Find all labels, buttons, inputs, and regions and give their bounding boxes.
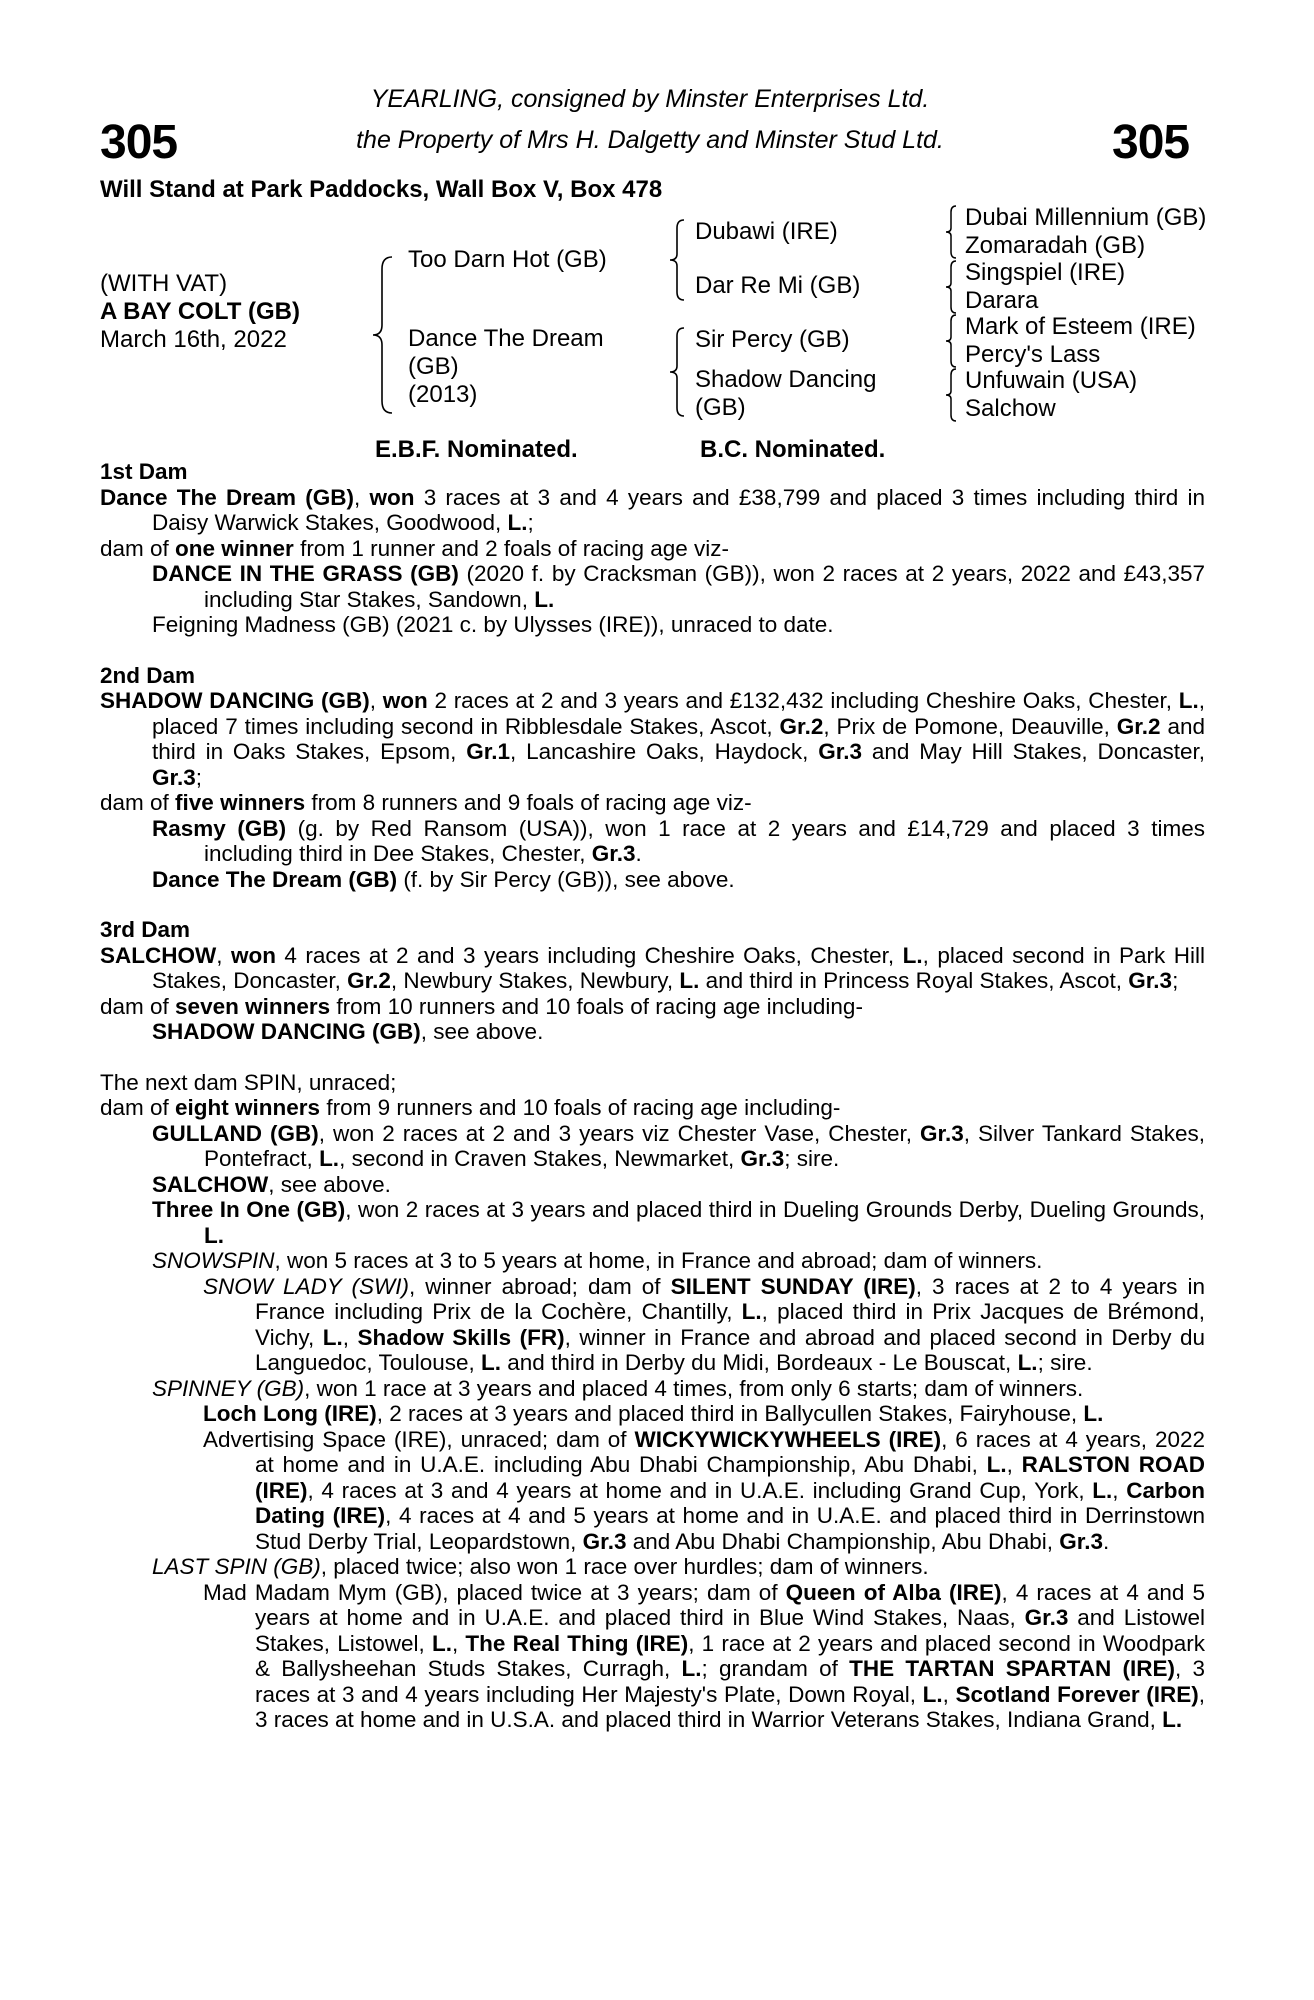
bc-nomination: B.C. Nominated. bbox=[700, 436, 886, 463]
dam-line-3: (2013) bbox=[408, 381, 478, 408]
produce-entry: Mad Madam Mym (GB), placed twice at 3 years; dam of Queen of Alba (IRE), 4 races at 4 and 5 years at home and in U.A.E. and placed third in Blue Wind Stakes, Naas, Gr.3 and Listowel Stakes, Listowel, L., The Real Thing (IRE), 1 race at 2 years and placed second in Woodpark & Ballysheehan Studs Stakes, Curragh, L.; grandam of THE TARTAN SPARTAN (IRE), 3 races at 3 and 4 years including Her Majesty's Plate, Down Royal, L., Scotland Forever (IRE), 3 races at home and in U.S.A. and placed third in Warrior Veterans Stakes, Indiana Grand, L. bbox=[203, 1579, 1206, 1732]
catalogue-body bbox=[100, 459, 1205, 1733]
ds-dam: Percy's Lass bbox=[965, 341, 1101, 368]
produce-entry: Rasmy (GB) (g. by Red Ransom (USA)), won 1 race at 2 years and £14,729 and placed 3 times including third in Dee Stakes, Chester, Gr.3. bbox=[152, 815, 1205, 866]
foaling-date: March 16th, 2022 bbox=[100, 326, 287, 353]
produce-entry: SPINNEY (GB), won 1 race at 3 years and placed 4 times, from only 6 starts; dam of winners. bbox=[152, 1375, 1084, 1401]
consignor-line: YEARLING, consigned by Minster Enterprises Ltd. bbox=[370, 85, 930, 113]
horse-name: A BAY COLT (GB) bbox=[100, 298, 301, 325]
pedigree-brace-dd bbox=[944, 367, 958, 423]
produce-entry: SHADOW DANCING (GB), see above. bbox=[152, 1019, 544, 1044]
second-dam-heading: 2nd Dam bbox=[100, 662, 196, 688]
vat-note: (WITH VAT) bbox=[100, 270, 228, 297]
produce-entry: SNOWSPIN, won 5 races at 3 to 5 years at home, in France and abroad; dam of winners. bbox=[152, 1248, 1043, 1273]
third-dam-entry: SALCHOW, won 4 races at 2 and 3 years including Cheshire Oaks, Chester, L., placed second in Park Hill Stakes, Doncaster, Gr.2, Newbury Stakes, Newbury, L. and third in Princess Royal Stakes, Ascot, Gr.3; bbox=[100, 942, 1205, 993]
ds-sire: Mark of Esteem (IRE) bbox=[965, 313, 1196, 340]
pedigree-brace-ds bbox=[944, 313, 958, 369]
sd-sire: Singspiel (IRE) bbox=[965, 259, 1126, 286]
produce-entry: LAST SPIN (GB), placed twice; also won 1 race over hurdles; dam of winners. bbox=[152, 1554, 929, 1579]
pedigree-brace-main bbox=[370, 255, 394, 415]
produce-entry: Three In One (GB), won 2 races at 3 years and placed third in Dueling Grounds Derby, Dueling Grounds, L. bbox=[152, 1197, 1206, 1248]
dam-sire: Sir Percy (GB) bbox=[695, 326, 850, 353]
produce-entry: GULLAND (GB), won 2 races at 2 and 3 years viz Chester Vase, Chester, Gr.3, Silver Tankard Stakes, Pontefract, L., second in Craven Stakes, Newmarket, Gr.3; sire. bbox=[152, 1120, 1205, 1171]
ebf-nomination: E.B.F. Nominated. bbox=[375, 436, 578, 463]
sire-sire: Dubawi (IRE) bbox=[695, 218, 838, 245]
produce-entry: SALCHOW, see above. bbox=[152, 1171, 391, 1197]
next-dam-produce-summary: dam of eight winners from 9 runners and 10 foals of racing age including- bbox=[100, 1095, 841, 1120]
next-dam-intro: The next dam SPIN, unraced; bbox=[100, 1069, 397, 1095]
produce-entry: SNOW LADY (SWI), winner abroad; dam of SILENT SUNDAY (IRE), 3 races at 2 to 4 years in France including Prix de la Cochère, Chantilly, L., placed third in Prix Jacques de Brémond, Vichy, L., Shadow Skills (FR), winner in France and abroad and placed second in Derby du Languedoc, Toulouse, L. and third in Derby du Midi, Bordeaux - Le Bouscat, L.; sire. bbox=[203, 1273, 1205, 1375]
dam-dam-line-1: Shadow Dancing bbox=[695, 366, 877, 393]
pedigree-brace-sd bbox=[944, 259, 958, 315]
sire: Too Darn Hot (GB) bbox=[408, 246, 607, 273]
lot-number-right: 305 bbox=[1112, 116, 1190, 169]
third-dam-produce-summary: dam of seven winners from 10 runners and 10 foals of racing age including- bbox=[100, 993, 863, 1019]
third-dam-heading: 3rd Dam bbox=[100, 917, 191, 942]
stand-location: Will Stand at Park Paddocks, Wall Box V, Box 478 bbox=[100, 176, 663, 203]
produce-entry: DANCE IN THE GRASS (GB) (2020 f. by Cracksman (GB)), won 2 races at 2 years, 2022 and £43,357 including Star Stakes, Sandown, L. bbox=[152, 561, 1205, 612]
produce-entry: Feigning Madness (GB) (2021 c. by Ulysses (IRE)), unraced to date. bbox=[152, 612, 834, 637]
sire-dam: Dar Re Mi (GB) bbox=[695, 272, 861, 299]
first-dam-entry: Dance The Dream (GB), won 3 races at 3 and 4 years and £38,799 and placed 3 times including third in Daisy Warwick Stakes, Goodwood, L.; bbox=[100, 484, 1206, 535]
produce-entry: Dance The Dream (GB) (f. by Sir Percy (GB)), see above. bbox=[152, 866, 735, 892]
dam-dam-line-2: (GB) bbox=[695, 394, 746, 421]
pedigree-brace-dam bbox=[668, 326, 686, 418]
produce-entry: Advertising Space (IRE), unraced; dam of WICKYWICKYWHEELS (IRE), 6 races at 4 years, 2022 at home and in U.A.E. including Abu Dhabi Championship, Abu Dhabi, L., RALSTON ROAD (IRE), 4 races at 3 and 4 years at home and in U.A.E. including Grand Cup, York, L., Carbon Dating (IRE), 4 races at 4 and 5 years at home and in U.A.E. and placed third in Derrinstown Stud Derby Trial, Leopardstown, Gr.3 and Abu Dhabi Championship, Abu Dhabi, Gr.3. bbox=[203, 1426, 1205, 1554]
dd-sire: Unfuwain (USA) bbox=[965, 367, 1138, 394]
property-line: the Property of Mrs H. Dalgetty and Minster Stud Ltd. bbox=[356, 126, 944, 154]
pedigree-brace-sire bbox=[668, 218, 686, 302]
dam-line-1: Dance The Dream bbox=[408, 325, 604, 352]
second-dam-entry: SHADOW DANCING (GB), won 2 races at 2 and 3 years and £132,432 including Cheshire Oaks, Chester, L., placed 7 times including second in Ribblesdale Stakes, Ascot, Gr.2, Prix de Pomone, Deauville, Gr.2 and third in Oaks Stakes, Epsom, Gr.1, Lancashire Oaks, Haydock, Gr.3 and May Hill Stakes, Doncaster, Gr.3; bbox=[100, 688, 1206, 790]
first-dam-produce-summary: dam of one winner from 1 runner and 2 foals of racing age viz- bbox=[100, 535, 730, 561]
dam-line-2: (GB) bbox=[408, 353, 459, 380]
first-dam-heading: 1st Dam bbox=[100, 459, 188, 484]
dd-dam: Salchow bbox=[965, 395, 1056, 422]
ss-dam: Zomaradah (GB) bbox=[965, 232, 1146, 259]
lot-number-left: 305 bbox=[100, 116, 178, 169]
second-dam-produce-summary: dam of five winners from 8 runners and 9 foals of racing age viz- bbox=[100, 790, 752, 815]
sd-dam: Darara bbox=[965, 287, 1039, 314]
pedigree-brace-ss bbox=[944, 204, 958, 260]
produce-entry: Loch Long (IRE), 2 races at 3 years and placed third in Ballycullen Stakes, Fairyhouse, L. bbox=[203, 1401, 1104, 1426]
ss-sire: Dubai Millennium (GB) bbox=[965, 204, 1207, 231]
